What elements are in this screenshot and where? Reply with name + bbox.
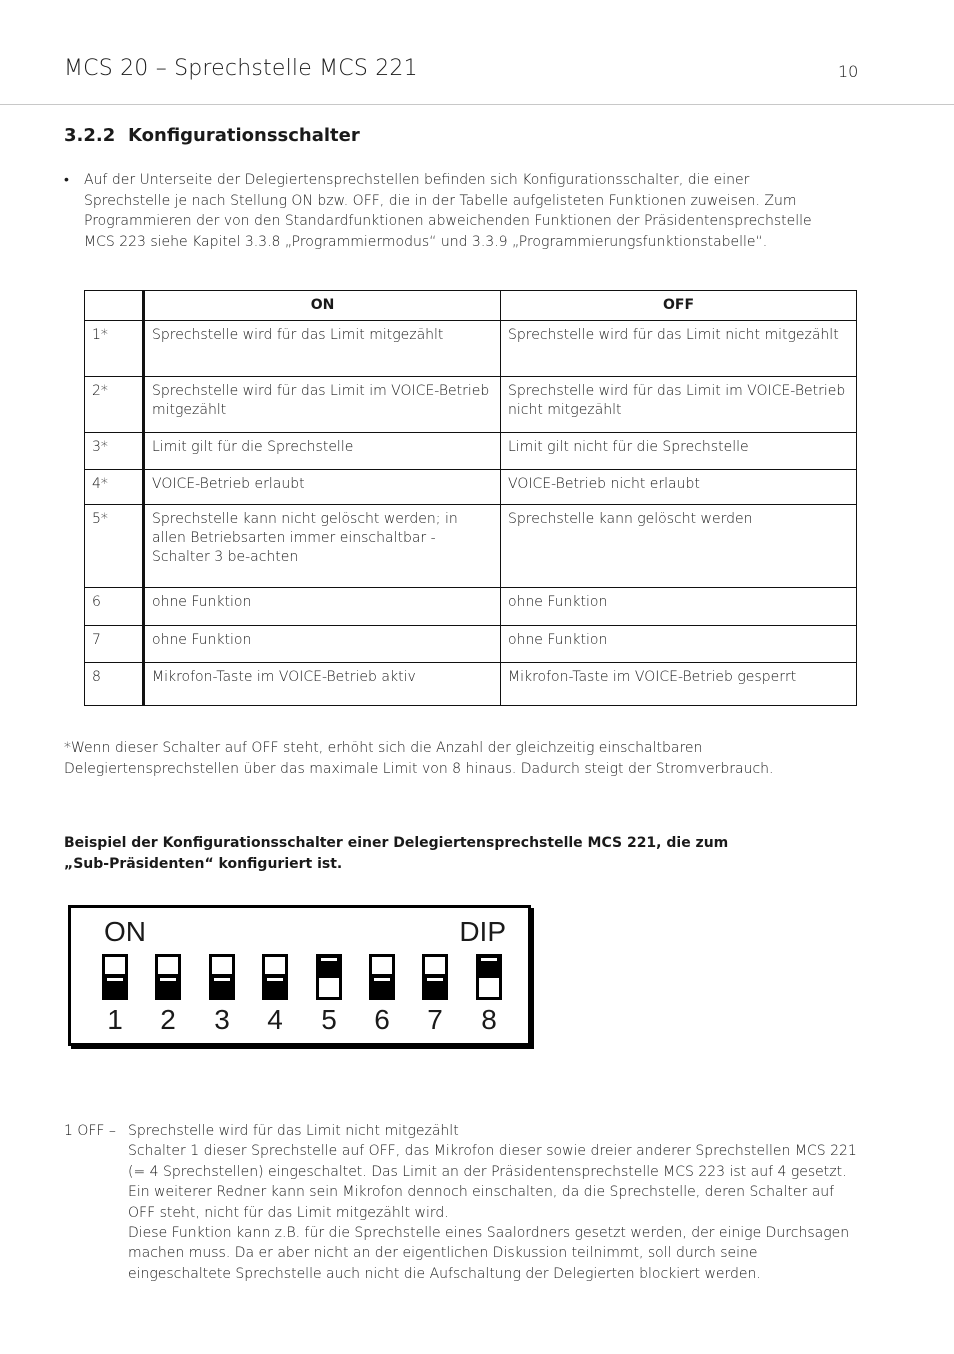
dip-switch bbox=[369, 954, 395, 1000]
dip-switch bbox=[209, 954, 235, 1000]
dip-switch-lever bbox=[425, 974, 445, 998]
row-number: 5* bbox=[85, 505, 144, 588]
table-header-row bbox=[85, 291, 857, 321]
header-cell-off: OFF bbox=[501, 291, 857, 321]
dip-switch bbox=[476, 954, 502, 1000]
switch-description bbox=[64, 1121, 864, 1284]
header-divider bbox=[0, 104, 954, 105]
row-number: 8 bbox=[85, 663, 144, 706]
dip-switch-number: 4 bbox=[267, 1004, 283, 1035]
dip-switch-lever bbox=[105, 974, 125, 998]
dip-switch-number: 5 bbox=[321, 1004, 337, 1035]
row-on-text: Mikrofon-Taste im VOICE-Betrieb aktiv bbox=[144, 663, 501, 706]
table-row bbox=[85, 663, 857, 706]
table-row bbox=[85, 505, 857, 588]
row-on-text: ohne Funktion bbox=[144, 626, 501, 663]
row-number: 6 bbox=[85, 588, 144, 626]
row-off-text: Sprechstelle wird für das Limit im VOICE-Betrieb nicht mitgezählt bbox=[501, 377, 857, 433]
table-row bbox=[85, 626, 857, 663]
dip-switch-number: 8 bbox=[481, 1004, 497, 1035]
dip-switch-lever bbox=[265, 974, 285, 998]
row-off-text: ohne Funktion bbox=[501, 588, 857, 626]
section-heading bbox=[64, 125, 360, 146]
bullet-text: Auf der Unterseite der Delegiertensprechstellen befinden sich Konfigurationsschalter, die einer Sprechstelle je nach Stellung ON bzw. OFF, die in der Tabelle aufgelisteten Funktionen zuweisen. Zum Programmieren der von den Standardfunktionen abweichenden Funktionen der Präsidentensprechstelle MCS 223 siehe Kapitel 3.3.8 „Programmiermodus“ und 3.3.9 „Programmierungsfunktionstabelle“. bbox=[84, 172, 812, 250]
dip-switch bbox=[155, 954, 181, 1000]
row-number: 1* bbox=[85, 321, 144, 377]
section-title: Konfigurationsschalter bbox=[128, 125, 360, 146]
example-heading: Beispiel der Konfigurationsschalter einer Delegiertensprechstelle MCS 221, die zum „Sub-Präsidenten“ konfiguriert ist. bbox=[64, 835, 729, 872]
config-switch-table bbox=[84, 290, 857, 706]
dip-switch-lever bbox=[158, 974, 178, 998]
row-on-text: Sprechstelle kann nicht gelöscht werden; in allen Betriebsarten immer einschaltbar - Schalter 3 be-achten bbox=[144, 505, 501, 588]
section-number: 3.2.2 bbox=[64, 125, 116, 146]
table-footnote: *Wenn dieser Schalter auf OFF steht, erhöht sich die Anzahl der gleichzeitig einschaltbaren Delegiertensprechstellen über das maximale Limit von 8 hinaus. Dadurch steigt der Stromverbrauch. bbox=[64, 740, 774, 777]
table-row bbox=[85, 470, 857, 505]
row-on-text: Limit gilt für die Sprechstelle bbox=[144, 433, 501, 470]
row-number: 2* bbox=[85, 377, 144, 433]
header-cell-on: ON bbox=[144, 291, 501, 321]
dip-switch bbox=[262, 954, 288, 1000]
description-line: Schalter 1 dieser Sprechstelle auf OFF, das Mikrofon dieser sowie dreier anderer Sprechstellen MCS 221 (= 4 Sprechstellen) eingeschaltet. Das Limit an der Präsidentensprechstelle MCS 223 ist auf 4 gesetzt. Ein weiterer Redner kann sein Mikrofon dennoch einschalten, da die Sprechstelle, deren Schalter auf OFF steht, nicht für das Limit mitgezählt wird. bbox=[128, 1143, 857, 1221]
dip-switch-lever bbox=[319, 954, 339, 978]
dip-switch-lever bbox=[479, 954, 499, 978]
page-header-title: MCS 20 – Sprechstelle MCS 221 bbox=[64, 56, 418, 81]
row-on-text: Sprechstelle wird für das Limit im VOICE-Betrieb mitgezählt bbox=[144, 377, 501, 433]
row-number: 4* bbox=[85, 470, 144, 505]
dip-switch-number: 7 bbox=[427, 1004, 443, 1035]
row-off-text: Limit gilt nicht für die Sprechstelle bbox=[501, 433, 857, 470]
intro-bullet bbox=[64, 170, 834, 252]
description-body bbox=[128, 1121, 864, 1284]
dip-on-label: ON bbox=[104, 916, 146, 947]
dip-switch bbox=[316, 954, 342, 1000]
description-line: Sprechstelle wird für das Limit nicht mitgezählt bbox=[128, 1123, 459, 1139]
header-cell-number bbox=[85, 291, 144, 321]
dip-switch bbox=[422, 954, 448, 1000]
table-row bbox=[85, 321, 857, 377]
description-label: 1 OFF – bbox=[64, 1123, 116, 1139]
dip-switch-number: 3 bbox=[214, 1004, 230, 1035]
row-off-text: VOICE-Betrieb nicht erlaubt bbox=[501, 470, 857, 505]
table-row bbox=[85, 377, 857, 433]
row-off-text: Sprechstelle wird für das Limit nicht mitgezählt bbox=[501, 321, 857, 377]
row-off-text: Mikrofon-Taste im VOICE-Betrieb gesperrt bbox=[501, 663, 857, 706]
dip-switch-number: 1 bbox=[107, 1004, 123, 1035]
description-line: Diese Funktion kann z.B. für die Sprechstelle eines Saalordners gesetzt werden, der einige Durchsagen machen muss. Da er aber nicht an der eigentlichen Diskussion teilnimmt, soll durch seine eingeschaltete Sprechstelle auch nicht die Aufschaltung der Delegierten blockiert werden. bbox=[128, 1225, 850, 1282]
row-on-text: ohne Funktion bbox=[144, 588, 501, 626]
row-number: 3* bbox=[85, 433, 144, 470]
table-row bbox=[85, 433, 857, 470]
row-off-text: ohne Funktion bbox=[501, 626, 857, 663]
dip-switch-diagram bbox=[68, 905, 531, 1046]
dip-switch-number: 6 bbox=[374, 1004, 390, 1035]
dip-switch-lever bbox=[212, 974, 232, 998]
dip-label: DIP bbox=[459, 916, 506, 947]
dip-switch-number: 2 bbox=[160, 1004, 176, 1035]
dip-switch bbox=[102, 954, 128, 1000]
bullet-symbol: • bbox=[64, 172, 69, 188]
page-number: 10 bbox=[838, 62, 859, 81]
row-on-text: VOICE-Betrieb erlaubt bbox=[144, 470, 501, 505]
dip-switch-lever bbox=[372, 974, 392, 998]
table-row bbox=[85, 588, 857, 626]
row-on-text: Sprechstelle wird für das Limit mitgezählt bbox=[144, 321, 501, 377]
row-number: 7 bbox=[85, 626, 144, 663]
row-off-text: Sprechstelle kann gelöscht werden bbox=[501, 505, 857, 588]
